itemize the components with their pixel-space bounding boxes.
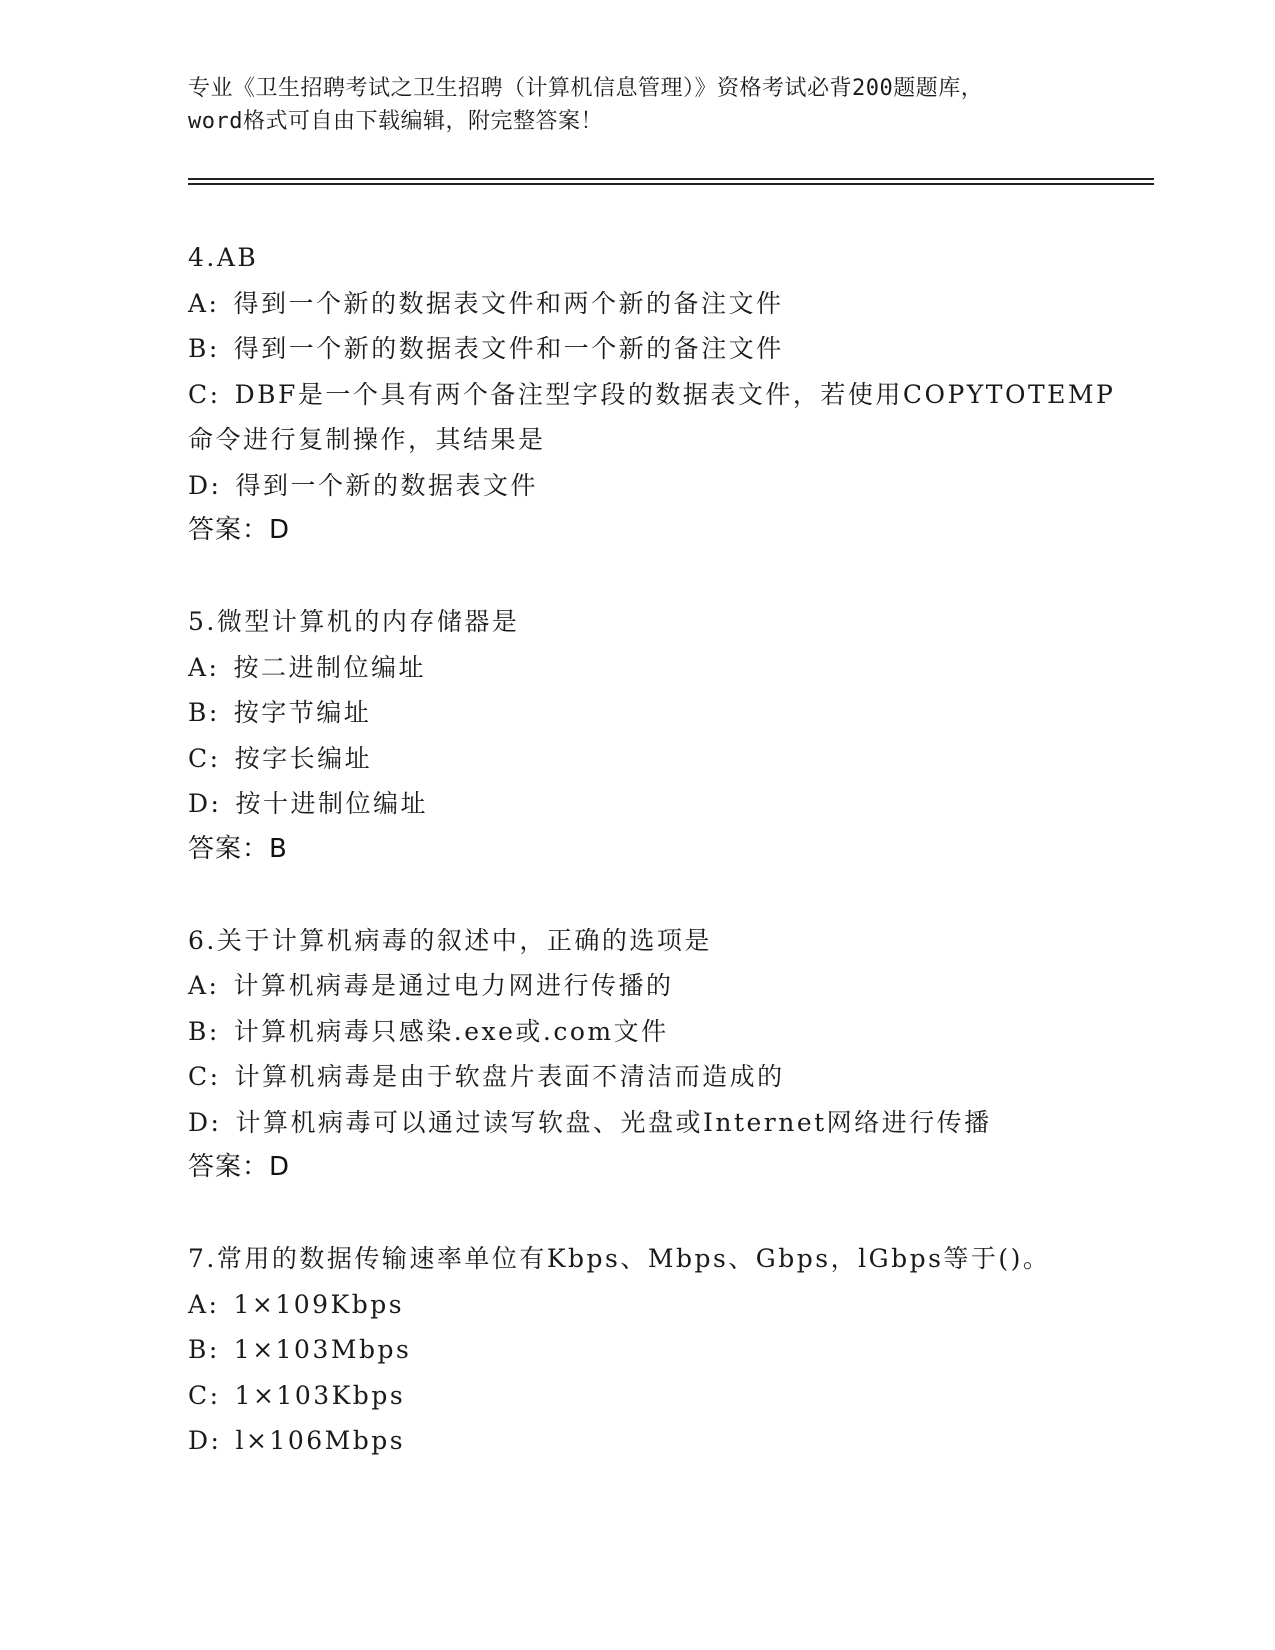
question-5 — [188, 599, 1148, 872]
option-b — [188, 690, 1148, 736]
option-label: D: — [188, 789, 222, 818]
question-title: 6.关于计算机病毒的叙述中，正确的选项是 — [188, 925, 712, 955]
option-label: D: — [188, 470, 222, 500]
option-b — [188, 1009, 1148, 1055]
header-rule-top — [188, 178, 1154, 180]
option-d — [188, 781, 1148, 827]
question-6 — [188, 918, 1148, 1191]
question-4 — [188, 235, 1148, 553]
option-a — [188, 1282, 1148, 1328]
option-text: 得到一个新的数据表文件和一个新的备注文件 — [233, 334, 784, 363]
answer: 答案：B — [188, 833, 288, 864]
question-list — [188, 235, 1148, 1510]
option-c — [188, 1054, 1148, 1100]
header-line-2: word格式可自由下载编辑，附完整答案！ — [188, 109, 603, 134]
option-text: 按十进制位编址 — [235, 789, 428, 818]
answer: 答案：D — [188, 1152, 291, 1182]
header-rule-bottom — [188, 183, 1154, 185]
option-label: C: — [188, 743, 221, 773]
option-c — [188, 1373, 1148, 1419]
option-label: B: — [188, 1335, 220, 1364]
option-label: A: — [188, 1289, 220, 1319]
option-label: A: — [188, 288, 220, 318]
option-label: B: — [188, 1016, 220, 1046]
header-line-1: 专业《卫生招聘考试之卫生招聘（计算机信息管理）》资格考试必背200题题库， — [188, 76, 984, 101]
option-d — [188, 1418, 1148, 1464]
option-c — [188, 372, 1148, 418]
option-c-continuation: 命令进行复制操作，其结果是 — [188, 425, 546, 454]
option-text: 计算机病毒只感染.exe或.com文件 — [233, 1016, 669, 1046]
option-label: A: — [188, 652, 220, 682]
option-text: 1×103Mbps — [233, 1335, 412, 1364]
option-text: 1×109Kbps — [233, 1289, 405, 1319]
question-title: 4.AB — [188, 243, 259, 272]
option-label: D: — [188, 1107, 222, 1137]
question-title: 7.常用的数据传输速率单位有Kbps、Mbps、Gbps，lGbps等于()。 — [188, 1244, 1051, 1273]
option-text: 得到一个新的数据表文件和两个新的备注文件 — [233, 288, 784, 318]
option-text: 计算机病毒是通过电力网进行传播的 — [233, 971, 674, 1000]
option-text: 得到一个新的数据表文件 — [235, 470, 538, 500]
option-label: D: — [188, 1426, 222, 1455]
option-c — [188, 736, 1148, 782]
option-a — [188, 963, 1148, 1009]
option-label: C: — [188, 1062, 221, 1091]
option-text: l×106Mbps — [235, 1426, 406, 1455]
option-label: A: — [188, 971, 220, 1000]
answer: 答案：D — [188, 515, 291, 545]
option-d — [188, 463, 1148, 509]
option-text: 1×103Kbps — [234, 1380, 406, 1410]
option-b — [188, 326, 1148, 372]
option-text: DBF是一个具有两个备注型字段的数据表文件，若使用COPYTOTEMP — [234, 379, 1116, 409]
document-header — [188, 72, 1088, 138]
option-d — [188, 1100, 1148, 1146]
option-text: 按二进制位编址 — [233, 652, 426, 682]
question-7 — [188, 1236, 1148, 1464]
option-label: C: — [188, 1380, 221, 1410]
option-text: 按字节编址 — [233, 698, 372, 727]
option-label: B: — [188, 334, 220, 363]
option-b — [188, 1327, 1148, 1373]
option-a — [188, 645, 1148, 691]
option-label: C: — [188, 379, 221, 409]
question-title: 5.微型计算机的内存储器是 — [188, 607, 520, 636]
option-text: 计算机病毒是由于软盘片表面不清洁而造成的 — [234, 1062, 785, 1091]
option-text: 按字长编址 — [234, 743, 373, 773]
option-label: B: — [188, 698, 220, 727]
option-a — [188, 281, 1148, 327]
option-text: 计算机病毒可以通过读写软盘、光盘或Internet网络进行传播 — [235, 1107, 992, 1137]
